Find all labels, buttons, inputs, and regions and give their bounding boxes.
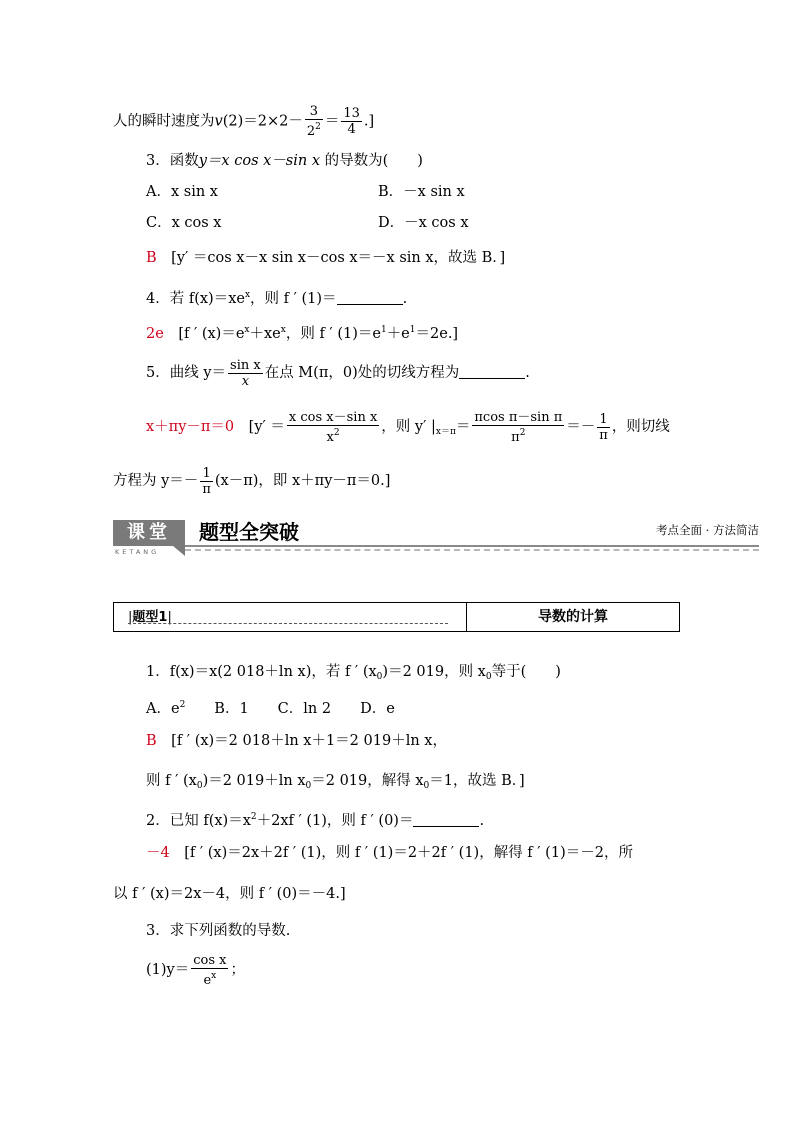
t1-options-b: B．1 C．ln 2 D．e — [185, 701, 395, 717]
q4-stem-b: ，则 f ′ (1)＝ — [250, 291, 337, 307]
exp: 2 — [250, 812, 257, 822]
q5-answer-sub: x＝π — [435, 427, 456, 437]
banner-right-text: 考点全面 · 方法简洁 — [656, 523, 759, 537]
fraction-den — [472, 426, 564, 445]
fraction-1-over-pi — [597, 412, 610, 443]
t1-l2-a: 则 f ′ (x — [146, 773, 197, 789]
q3-answer-letter: B — [146, 250, 157, 266]
fraction-den — [305, 120, 323, 139]
t1-l2-c: ＝2 019，解得 x — [311, 773, 424, 789]
banner-tag: 课堂 — [113, 520, 185, 546]
fraction-den: x — [241, 373, 250, 389]
banner-tag-arrow — [173, 546, 185, 556]
q3-stem — [146, 151, 423, 171]
t2-stem: 2．已知 $f(x)=x^2+2xf$ ′ (1)，则 f ′ (0)＝ . — [146, 812, 485, 829]
sub: 0 — [196, 781, 203, 791]
fraction-pi — [472, 410, 564, 445]
fraction-3-over-2sq — [305, 104, 323, 139]
fraction-den-base: x — [326, 429, 334, 445]
sub: 0 — [376, 672, 383, 682]
t3-sub1 — [146, 952, 245, 988]
t2-stem-a: 2．已知 f(x)＝x — [146, 813, 251, 829]
t1-options-a: A．e — [146, 701, 180, 717]
fraction-13-over-4 — [341, 106, 362, 137]
q5-stem-b: 在点 M(π，0)处的切线方程为 — [264, 365, 460, 381]
type-box — [113, 602, 680, 632]
fraction-den: π — [202, 481, 211, 497]
sub: 0 — [485, 672, 492, 682]
q3-option-b: B．－x sin x — [378, 184, 465, 200]
t2-answer — [146, 843, 633, 863]
q4-answer-b: ＋xe — [249, 326, 281, 342]
q4-stem-exp: x — [244, 290, 251, 300]
type-label-text: 题型1 — [132, 610, 168, 625]
q5-answer-c: ＝ — [455, 419, 471, 435]
q4-stem: 4．若 $f(x)=xe^x$，则 f ′ (1)＝ . — [146, 290, 408, 307]
fraction-num: 1 — [200, 466, 213, 482]
t3-sub1-b: ； — [230, 962, 245, 978]
fraction-num: 1 — [597, 412, 610, 428]
t2-answer-value: －4 — [146, 845, 170, 861]
t1-answer-line2 — [146, 771, 525, 796]
label-bar: | — [167, 610, 172, 625]
q3-option-a: A．x sin x — [146, 184, 218, 200]
exp: 1 — [380, 325, 387, 335]
q4-answer-d: ＋e — [386, 326, 410, 342]
t1-stem-a: 1．f(x)＝x(2 018＋ln x)，若 f ′ (x — [146, 664, 377, 680]
type-box-title: 导数的计算 — [538, 609, 608, 625]
q4-answer-e: ＝2e.] — [415, 326, 459, 342]
type-box-left — [114, 603, 467, 631]
t1-options — [146, 695, 395, 719]
q3-option-d: D．－x cos x — [378, 215, 469, 231]
close-bracket: .] — [363, 113, 375, 130]
q5-answer-value: x＋πy－π＝0 — [146, 419, 235, 435]
fraction-num: sin x — [230, 357, 261, 373]
t1-l2-b: )＝2 019＋ln x — [202, 773, 306, 789]
fraction-den-exp: 2 — [315, 122, 321, 132]
t1-answer-text: [f ′ (x)＝2 018＋ln x＋1＝2 019＋ln x， — [171, 733, 447, 749]
label-bar: | — [128, 610, 133, 625]
q4-stem-a: 4．若 f(x)＝xe — [146, 291, 245, 307]
q4-answer-a: [f ′ (x)＝e — [178, 326, 245, 342]
fraction-den — [287, 426, 379, 445]
t2-blank — [413, 812, 479, 827]
t1-stem — [146, 662, 561, 687]
q3-stem-b: 的导数为( ) — [320, 153, 423, 169]
fraction-den — [191, 969, 228, 988]
banner-title: 题型全突破 — [199, 520, 299, 544]
q3-answer — [146, 248, 505, 268]
fraction-derivative — [287, 410, 379, 445]
banner-tag-sub: KETANG — [115, 548, 160, 556]
exp: 1 — [409, 325, 416, 335]
t1-l2-d: ＝1，故选 B．] — [429, 773, 525, 789]
fraction-sinx-over-x — [228, 358, 263, 389]
q5-stem: 5．曲线 y＝ $\frac{\text{sin x}}{x}$ 在点 M(π，0)处的切线方程为 . — [146, 357, 530, 389]
t3-sub1-a: (1)y＝ — [146, 962, 190, 978]
banner-dashed-rule — [185, 549, 759, 551]
fraction-1-over-pi — [200, 466, 213, 497]
t2-answer-line2: 以 f ′ (x)＝2x－4，则 f ′ (0)＝－4.] — [113, 886, 346, 902]
fraction-den-exp: 2 — [519, 427, 526, 438]
fraction-den-base: π — [511, 429, 520, 445]
q5-answer-a: [y′ ＝ — [248, 419, 285, 435]
q5-stem-a: 5．曲线 y＝ — [146, 365, 227, 381]
fraction-den: 4 — [347, 122, 356, 137]
fraction-num: cos x — [193, 952, 227, 968]
t1-answer — [146, 731, 447, 751]
q5-blank — [459, 364, 525, 379]
q3-stem-expr: y＝x cos x－sin x — [198, 153, 320, 169]
fraction-den-exp: 2 — [333, 427, 340, 438]
q5-line2-b: (x－π)，即 x＋πy－π＝0.] — [214, 473, 391, 489]
q5-answer-d: ＝－ — [566, 419, 596, 435]
q3-stem-a: 3．函数 — [146, 153, 199, 169]
q3-option-c: C．x cos x — [146, 215, 222, 231]
banner-rule — [185, 545, 759, 547]
type-box-dashed-line — [128, 623, 448, 624]
prev-answer-expr: (2)＝2×2－ — [222, 113, 303, 130]
t2-stem-b: ＋2xf ′ (1)，则 f ′ (0)＝ — [256, 813, 414, 829]
sub: 0 — [423, 781, 430, 791]
fraction-den-base: e — [203, 972, 212, 988]
q4-blank — [337, 290, 403, 305]
q5-answer-e: ，则切线 — [611, 419, 670, 435]
fraction-num: 13 — [343, 106, 360, 121]
t1-answer-letter: B — [146, 733, 157, 749]
sub: 0 — [305, 781, 312, 791]
section-banner — [113, 518, 759, 560]
prev-answer-line: 人的瞬时速度为v(2)＝2×2－ $\frac{3}{2^2}$ ＝ $\frac{13}{4}$ .] — [113, 104, 375, 139]
fraction-den: π — [599, 427, 608, 443]
q5-answer-b: ，则 y′ | — [381, 419, 436, 435]
q4-answer-c: ，则 f ′ (1)＝e — [285, 326, 381, 342]
t2-answer-text: [f ′ (x)＝2x＋2f ′ (1)，则 f ′ (1)＝2＋2f ′ (1)，解得 f ′ (1)＝－2，所 — [184, 845, 633, 861]
q5-answer — [146, 407, 670, 452]
exp: x — [244, 325, 250, 335]
fraction-cosx-over-ex — [191, 953, 228, 988]
equals-sign: ＝ — [324, 113, 340, 130]
t1-stem-c: 等于( ) — [491, 664, 561, 680]
q5-answer-line2 — [113, 461, 390, 501]
fraction-den-exp: x — [211, 970, 217, 981]
fraction-num: πcos π－sin π — [474, 409, 563, 425]
fraction-num: x cos x－sin x — [288, 409, 378, 425]
t1-stem-b: )＝2 019，则 x — [382, 664, 486, 680]
t3-stem: 3．求下列函数的导数. — [146, 923, 291, 939]
fraction-num: 3 — [305, 104, 323, 120]
q3-answer-text: [y′ ＝cos x－x sin x－cos x＝－x sin x，故选 B．] — [171, 250, 506, 266]
q5-line2-a: 方程为 y＝－ — [113, 473, 199, 489]
q4-answer — [146, 320, 458, 344]
q4-answer-value: 2e — [146, 326, 164, 342]
exp: x — [280, 325, 286, 335]
prev-answer-text: 人的瞬时速度为 — [113, 113, 215, 130]
exp: 2 — [179, 700, 186, 710]
fraction-den-base: 2 — [306, 124, 316, 139]
